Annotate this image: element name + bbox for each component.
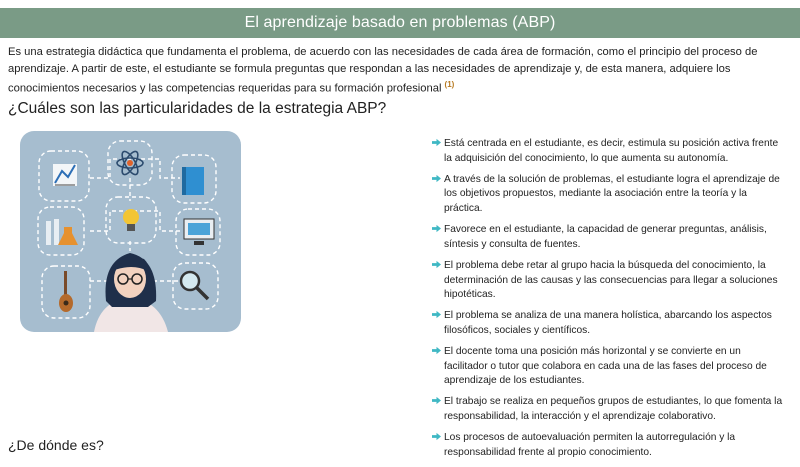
list-item: [434, 223, 784, 252]
arrow-right-icon: [432, 346, 441, 355]
chart-icon: [53, 164, 77, 186]
list-item: [434, 259, 784, 303]
intro-paragraph: [8, 44, 792, 98]
student-avatar: [94, 253, 168, 332]
reference-link[interactable]: (1): [444, 80, 455, 90]
magnifier-icon: [181, 272, 208, 299]
list-item-text: El problema debe retar al grupo hacia la búsqueda del conocimiento, la determinación de las causas y las consecuencias para llegar a soluciones hipotéticas.: [444, 259, 778, 301]
list-item-text: Los procesos de autoevaluación permiten la autorregulación y la responsabilidad frente al propio conocimiento.: [444, 432, 736, 458]
arrow-right-icon: [432, 260, 441, 269]
list-item-text: Favorece en el estudiante, la capacidad de generar preguntas, análisis, síntesis y consulta de fuentes.: [444, 224, 767, 250]
list-item: [434, 345, 784, 389]
particularities-list: [434, 137, 784, 467]
lightbulb-icon: [123, 209, 139, 231]
banner-title: El aprendizaje basado en problemas (ABP): [244, 14, 556, 31]
arrow-right-icon: [432, 396, 441, 405]
list-item: [434, 309, 784, 338]
list-item-text: El docente toma una posición más horizontal y se convierte en un facilitador o tutor que colabora en cada una de las fases del proceso de aprendizaje de los estudiantes.: [444, 345, 767, 387]
list-item: [434, 395, 784, 424]
guitar-icon: [59, 271, 73, 312]
arrow-right-icon: [432, 174, 441, 183]
arrow-right-icon: [432, 138, 441, 147]
intro-text: Es una estrategia didáctica que fundamenta el problema, de acuerdo con las necesidades de cada área de formación, como el principio del proceso de aprendizaje. A partir de este, el estudiante se formula preguntas que respondan a las necesidades de aprendizaje y, de esta manera, adquiere los conocimientos necesarios y las competencias requeridas para su formación profesional: [8, 46, 758, 95]
list-item-text: El trabajo se realiza en pequeños grupos de estudiantes, lo que fomenta la responsabilidad, la interacción y el aprendizaje colaborativo.: [444, 396, 783, 423]
list-item-text: El problema se analiza de una manera holística, abarcando los aspectos filosóficos, sociales y científicos.: [444, 310, 772, 336]
arrow-right-icon: [432, 224, 441, 233]
illustration-graphic: [20, 131, 241, 332]
computer-icon: [184, 219, 214, 245]
atom-icon: [117, 149, 143, 177]
arrow-right-icon: [432, 432, 441, 441]
list-item: [434, 137, 784, 166]
book-icon: [182, 167, 204, 195]
list-item: [434, 173, 784, 217]
lab-flasks-icon: [46, 219, 78, 245]
next-section-title: ¿De dónde es?: [8, 437, 104, 453]
list-item-text: Está centrada en el estudiante, es decir, estimula su posición activa frente la adquisición del conocimiento, lo que aumenta su autonomía.: [444, 138, 779, 164]
section-title: ¿Cuáles son las particularidades de la estrategia ABP?: [8, 100, 387, 117]
page-banner: [0, 8, 800, 38]
illustration: [20, 131, 241, 332]
arrow-right-icon: [432, 310, 441, 319]
list-item-text: A través de la solución de problemas, el estudiante logra el aprendizaje de los objetivos propuestos, mediante la asociación entre la teoría y la práctica.: [444, 173, 780, 215]
